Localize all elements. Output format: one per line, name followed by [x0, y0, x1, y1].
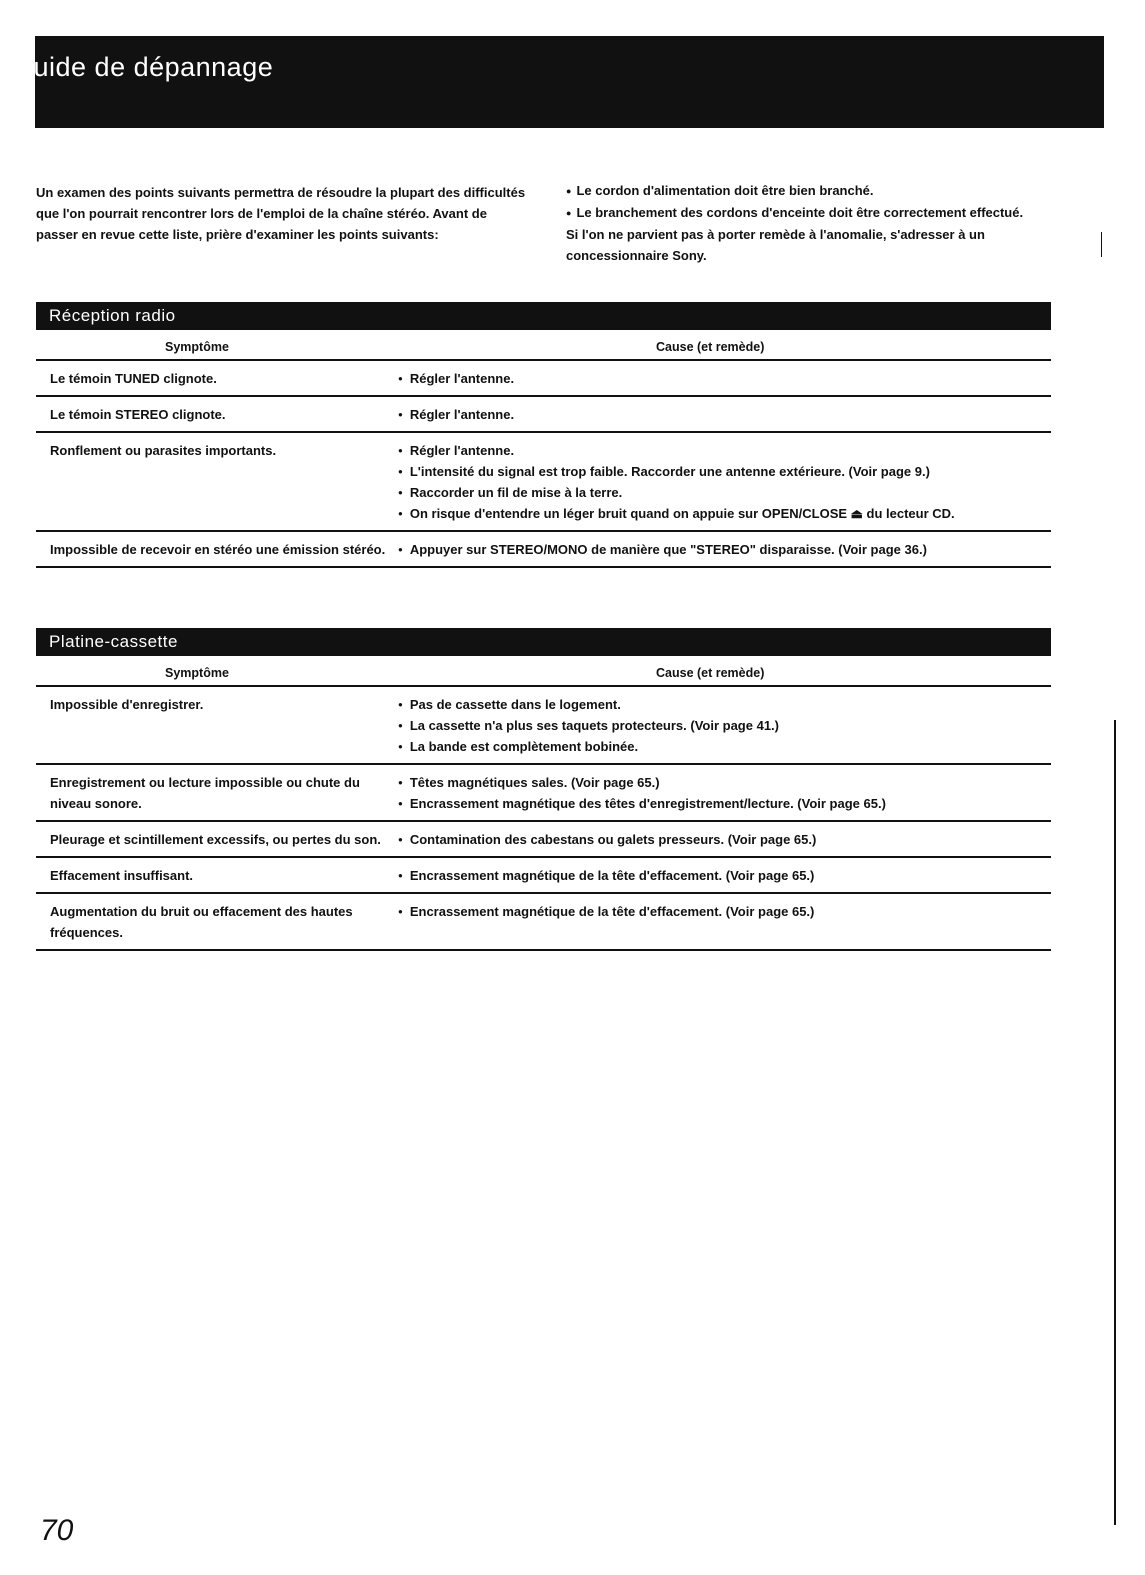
- symptom-cell: Ronflement ou parasites importants.: [50, 443, 277, 458]
- table-row: [36, 765, 1051, 822]
- intro-checklist: [566, 180, 1066, 266]
- cause-cell: [390, 539, 1051, 560]
- cause-item: ● Pas de cassette dans le logement.: [398, 694, 1051, 715]
- symptom-cell: Augmentation du bruit ou effacement des hautes fréquences.: [50, 904, 353, 940]
- cause-item: ● Têtes magnétiques sales. (Voir page 65.): [398, 772, 1051, 793]
- symptom-cell: Impossible de recevoir en stéréo une émission stéréo.: [50, 542, 386, 557]
- margin-rule: [1114, 720, 1116, 1525]
- symptom-cell: Le témoin STEREO clignote.: [50, 407, 226, 422]
- page-number: 70: [40, 1514, 74, 1547]
- table-row: [36, 397, 1051, 433]
- table-row: [36, 822, 1051, 858]
- section-title: Réception radio: [49, 306, 176, 325]
- cause-item: ● Régler l'antenne.: [398, 368, 1051, 389]
- cause-item: ● Contamination des cabestans ou galets presseurs. (Voir page 65.): [398, 829, 1051, 850]
- cause-item: ● La cassette n'a plus ses taquets protecteurs. (Voir page 41.): [398, 715, 1051, 736]
- closing-note: Si l'on ne parvient pas à porter remède à l'anomalie, s'adresser à un concessionnaire Sony.: [566, 227, 985, 263]
- column-header-cause: Cause (et remède): [656, 340, 765, 354]
- cause-cell: [390, 829, 1051, 850]
- cause-item: ● Encrassement magnétique de la tête d'effacement. (Voir page 65.): [398, 865, 1051, 886]
- cause-cell: [390, 772, 1051, 814]
- cause-cell: [390, 404, 1051, 425]
- column-header-symptom: Symptôme: [165, 666, 229, 680]
- page-title: Guide de dépannage: [12, 52, 274, 82]
- margin-tick: [1101, 232, 1102, 257]
- cause-item: ● Régler l'antenne.: [398, 440, 1051, 461]
- section-header: [36, 302, 1051, 330]
- cause-cell: [390, 901, 1051, 943]
- section-platine-cassette: [36, 628, 1051, 951]
- cause-item: ● Régler l'antenne.: [398, 404, 1051, 425]
- section-title: Platine-cassette: [49, 632, 178, 651]
- cause-item: ● L'intensité du signal est trop faible. Raccorder une antenne extérieure. (Voir page 9.): [398, 461, 1051, 482]
- table-row: [36, 687, 1051, 765]
- section-reception-radio: [36, 302, 1051, 568]
- column-header-cause: Cause (et remède): [656, 666, 765, 680]
- table-row: [36, 894, 1051, 951]
- table-row: [36, 532, 1051, 568]
- symptom-cell: Impossible d'enregistrer.: [50, 697, 204, 712]
- cause-item: ● Appuyer sur STEREO/MONO de manière que "STEREO" disparaisse. (Voir page 36.): [398, 539, 1051, 560]
- table-header: [36, 656, 1051, 687]
- symptom-cell: Le témoin TUNED clignote.: [50, 371, 217, 386]
- cause-cell: [390, 368, 1051, 389]
- cause-cell: [390, 440, 1051, 524]
- cause-item: ● La bande est complètement bobinée.: [398, 736, 1051, 757]
- cause-item: ● Encrassement magnétique de la tête d'effacement. (Voir page 65.): [398, 901, 1051, 922]
- cause-item: ● On risque d'entendre un léger bruit quand on appuie sur OPEN/CLOSE ⏏ du lecteur CD.: [398, 503, 1051, 524]
- cause-item: ● Encrassement magnétique des têtes d'enregistrement/lecture. (Voir page 65.): [398, 793, 1051, 814]
- table-header: [36, 330, 1051, 361]
- cause-cell: [390, 865, 1051, 886]
- column-header-symptom: Symptôme: [165, 340, 229, 354]
- checklist-item: ● Le branchement des cordons d'enceinte doit être correctement effectué.: [566, 202, 1066, 224]
- table-row: [36, 361, 1051, 397]
- section-header: [36, 628, 1051, 656]
- intro-paragraph: Un examen des points suivants permettra de résoudre la plupart des difficultés que l'on pourrait rencontrer lors de l'emploi de la chaîne stéréo. Avant de passer en revue cette liste, prière d'examiner les points suivants:: [36, 185, 526, 242]
- cause-item: ● Raccorder un fil de mise à la terre.: [398, 482, 1051, 503]
- symptom-cell: Effacement insuffisant.: [50, 868, 194, 883]
- checklist-item: ● Le cordon d'alimentation doit être bien branché.: [566, 180, 1066, 202]
- cause-cell: [390, 694, 1051, 757]
- table-row: [36, 858, 1051, 894]
- symptom-cell: Pleurage et scintillement excessifs, ou pertes du son.: [50, 832, 381, 847]
- table-row: [36, 433, 1051, 532]
- symptom-cell: Enregistrement ou lecture impossible ou chute du niveau sonore.: [50, 775, 360, 811]
